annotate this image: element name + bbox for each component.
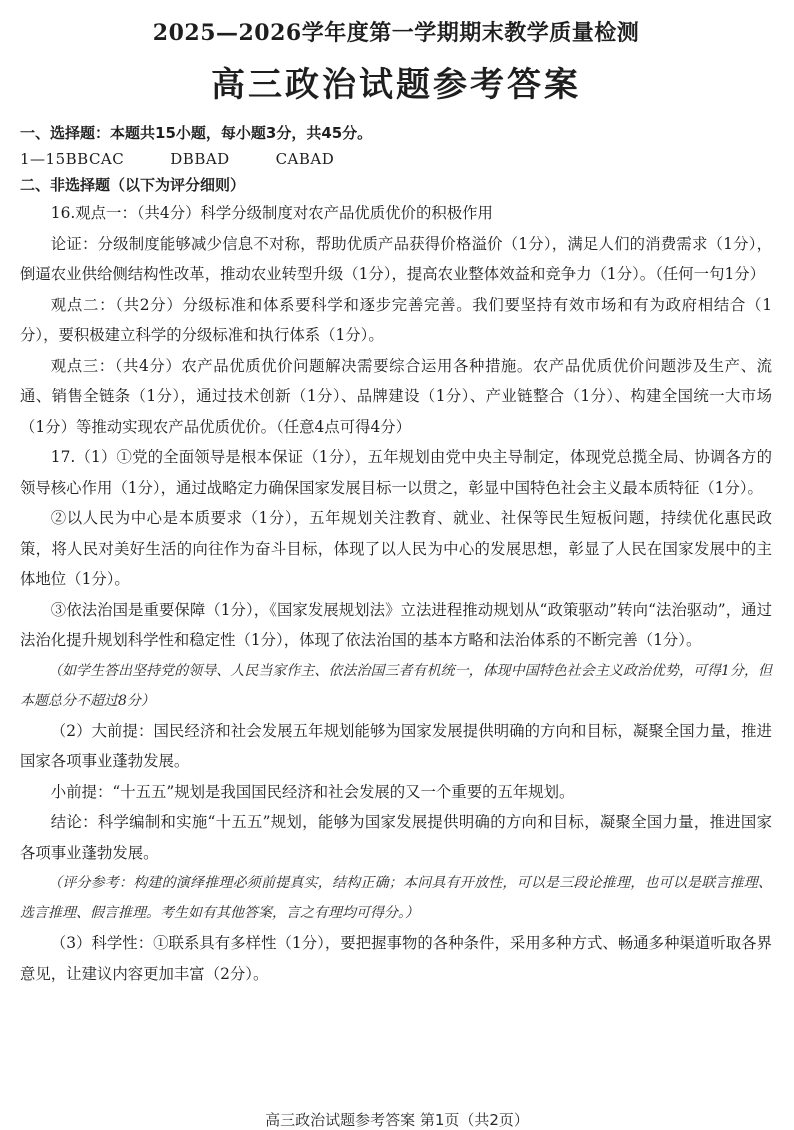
q17-part1-scoring-note: （如学生答出坚持党的领导、人民当家作主、依法治国三者有机统一，体现中国特色社会主义政治优势，可得1分，但本题总分不超过8分） — [20, 662, 772, 709]
answer-group-3: CABAD — [275, 150, 335, 168]
answer-group-1: 1—15BBCAC — [20, 150, 125, 168]
q17-part1-point2: ②以人民为中心是本质要求（1分），五年规划关注教育、就业、社保等民生短板问题，持续优化惠民政策，将人民对美好生活的向往作为奋斗目标，体现了以人民为中心的发展思想，彰显了人民在国家发展中的主体地位（1分）。 — [20, 509, 772, 588]
section-2-heading: 二、非选择题（以下为评分细则） — [20, 176, 246, 194]
section-1-heading: 一、选择题：本题共15小题，每小题3分，共45分。 — [20, 124, 373, 142]
q17-part1-point3: ③依法治国是重要保障（1分），《国家发展规划法》立法进程推动规划从“政策驱动”转向“法治驱动”，通过法治化提升规划科学性和稳定性（1分），体现了依法治国的基本方略和法治体系的不断完善（1分）。 — [20, 600, 772, 649]
q17-part2-minor-premise: 小前提：“十五五”规划是我国国民经济和社会发展的又一个重要的五年规划。 — [50, 782, 575, 801]
q16-viewpoint-2: 观点二：（共2分）分级标准和体系要科学和逐步完善完善。我们要坚持有效市场和有为政府相结合（1分），要积极建立科学的分级标准和执行体系（1分）。 — [20, 295, 772, 344]
page-title: 高三政治试题参考答案 — [211, 65, 581, 105]
page-footer: 高三政治试题参考答案 第1页（共2页） — [265, 1111, 529, 1129]
q17-part2-scoring-note: （评分参考：构建的演绎推理必须前提真实，结构正确；本问具有开放性，可以是三段论推理，也可以是联言推理、选言推理、假言推理。考生如有其他答案，言之有理均可得分。） — [20, 875, 772, 921]
q17-part2-major-premise: （2）大前提：国民经济和社会发展五年规划能够为国家发展提供明确的方向和目标，凝聚全国力量，推进国家各项事业蓬勃发展。 — [20, 721, 772, 770]
answer-group-2: DBBAD — [170, 150, 230, 168]
q16-viewpoint-1: 16.观点一：（共4分）科学分级制度对农产品优质优价的积极作用 — [50, 204, 493, 222]
exam-title: 2025—2026学年度第一学期期末教学质量检测 — [152, 20, 640, 46]
q17-part1-point1: 17.（1）①党的全面领导是根本保证（1分），五年规划由党中央主导制定，体现党总揽全局、协调各方的领导核心作用（1分），通过战略定力确保国家发展目标一以贯之，彰显中国特色社会主义最本质特征（1分）。 — [20, 448, 772, 497]
q17-part3-scientific: （3）科学性：①联系具有多样性（1分），要把握事物的各种条件，采用多种方式、畅通多种渠道听取各界意见，让建议内容更加丰富（2分）。 — [20, 934, 772, 983]
q16-viewpoint-3: 观点三：（共4分）农产品优质优价问题解决需要综合运用各种措施。农产品优质优价问题涉及生产、流通、销售全链条（1分），通过技术创新（1分）、品牌建设（1分）、产业链整合（1分）、构建全国统一大市场（1分）等推动实现农产品优质优价。（任意4点可得4分） — [20, 356, 772, 436]
q17-part2-conclusion: 结论：科学编制和实施“十五五”规划，能够为国家发展提供明确的方向和目标，凝聚全国力量，推进国家各项事业蓬勃发展。 — [20, 813, 772, 862]
q16-argument: 论证：分级制度能够减少信息不对称，帮助优质产品获得价格溢价（1分），满足人们的消费需求（1分），倒逼农业供给侧结构性改革，推动农业转型升级（1分），提高农业整体效益和竞争力（1分）。（任何一句1分） — [20, 234, 772, 283]
choice-answers — [20, 146, 772, 172]
